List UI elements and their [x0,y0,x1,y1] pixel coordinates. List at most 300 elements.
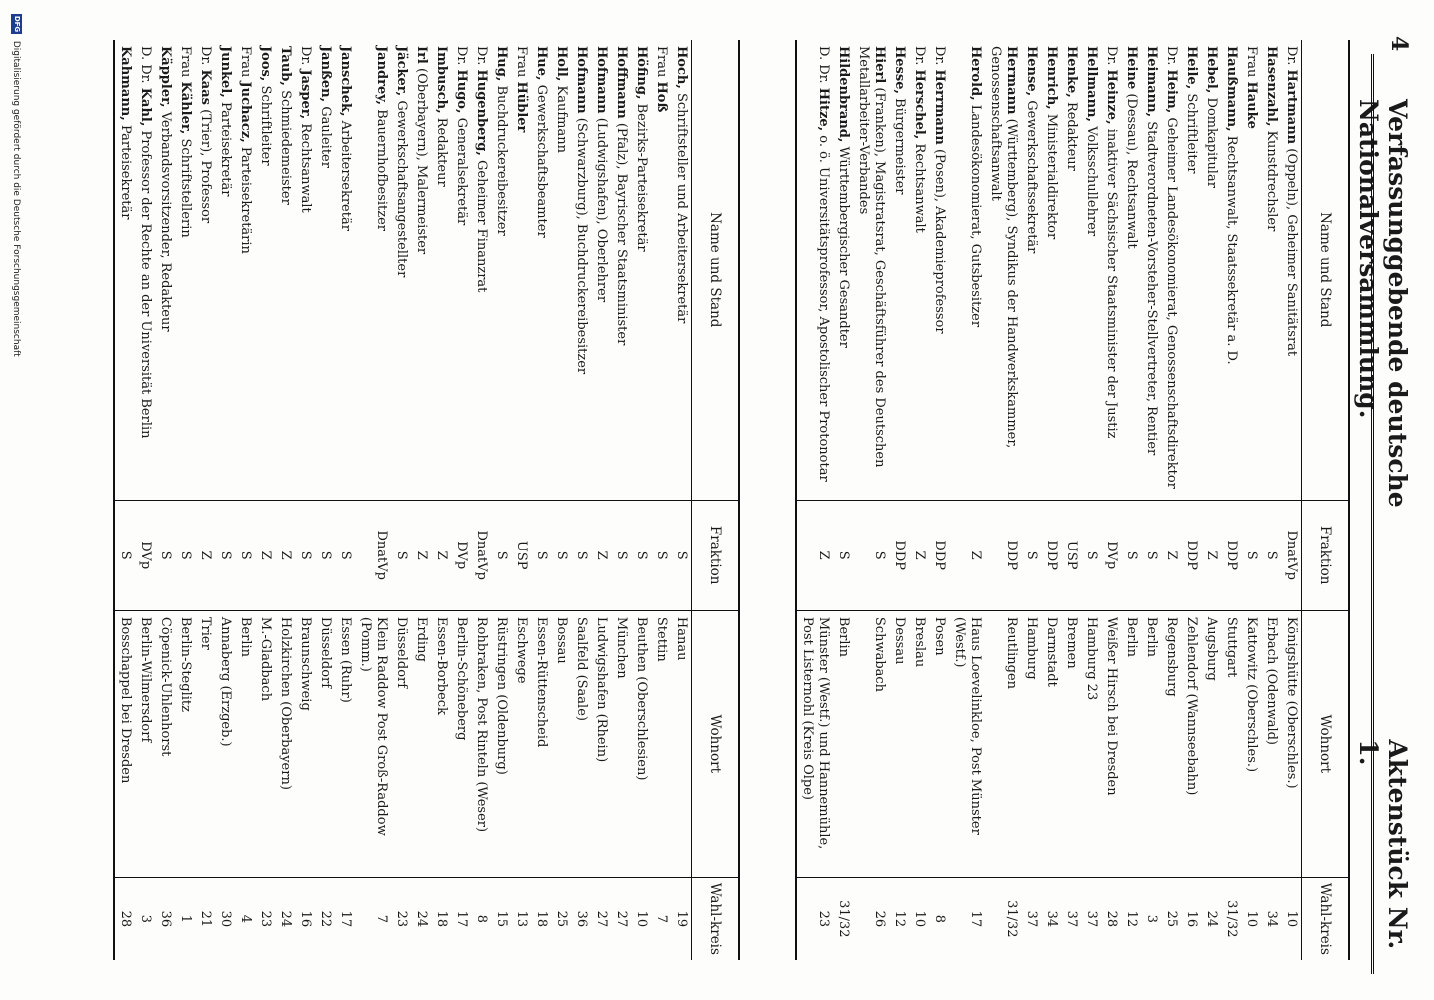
member-cell [471,40,491,500]
residence-cell: Bossau [551,610,571,877]
member-occupation: Redakteur [434,117,449,187]
district-cell: 1 [175,877,195,960]
member-cell [391,40,411,500]
district-cell: 4 [235,877,255,960]
member-cell [411,40,431,500]
residence-cell: Dessau [889,610,909,877]
residence-cell: Berlin [833,610,853,877]
member-occupation: (Württemberg), Syndikus der Handwerkskammer, Genossenschaftsanwalt [988,46,1019,449]
faction-cell: DDP [929,500,949,610]
member-name: Jandrey, [374,46,389,106]
faction-cell: Z [195,500,215,610]
column-header-faction: Fraktion [1302,500,1350,610]
faction-cell: S [491,500,511,610]
table-row [155,40,175,960]
table-row [235,40,255,960]
member-cell [1241,40,1261,500]
district-cell: 31/32 [833,877,853,960]
digitization-note: Digitalisierung gefördert durch die Deutsche Forschungsgemeinschaft [11,40,21,357]
faction-cell: S [853,500,889,610]
faction-cell: S [651,500,671,610]
district-cell: 23 [796,877,833,960]
member-name: Junkel, [218,46,233,98]
member-name: Imbusch, [434,46,449,114]
member-prefix: Frau [1244,46,1259,78]
member-cell [155,40,175,500]
residence-cell: Düsseldorf [391,610,411,877]
member-name: Hildenbrand, [836,46,851,143]
member-occupation: Bauernhofbesitzer [374,109,389,232]
residence-cell: Berlin-Wilmersdorf [135,610,155,877]
district-cell: 18 [431,877,451,960]
member-prefix: D. Dr. [138,46,153,84]
member-cell [255,40,275,500]
district-cell: 17 [451,877,471,960]
member-cell [929,40,949,500]
member-name: Hense, [1024,46,1039,97]
faction-cell: S [215,500,235,610]
member-cell [491,40,511,500]
district-cell: 31/32 [985,877,1021,960]
district-cell: 17 [335,877,355,960]
district-cell: 3 [135,877,155,960]
member-name: Hofmann [574,46,589,114]
faction-cell: S [235,500,255,610]
member-name: Haußmann, [1224,46,1239,132]
district-cell: 37 [1021,877,1041,960]
district-cell: 31/32 [1221,877,1241,960]
member-cell [591,40,611,500]
member-occupation: Rechtsanwalt, Staatssekretär a. D. [1224,135,1239,365]
member-name: Hue, [534,46,549,81]
member-occupation: Rechtsanwalt [298,123,313,213]
member-name: Käppler, [158,46,173,108]
faction-cell: S [833,500,853,610]
member-name: Irl [414,46,429,64]
district-cell: 16 [295,877,315,960]
district-cell: 25 [1161,877,1181,960]
district-cell: 7 [355,877,391,960]
district-cell: 24 [411,877,431,960]
member-occupation: Kunstdrechsler [1264,130,1279,232]
member-occupation: Arbeitersekretär [338,120,353,231]
table-row [1141,40,1161,960]
faction-cell: Z [255,500,275,610]
member-prefix: Dr. [912,46,927,66]
residence-cell: Beuthen (Oberschlesien) [631,610,651,877]
member-cell [1021,40,1041,500]
member-occupation: Generalsekretär [454,117,469,226]
district-cell: 10 [631,877,651,960]
residence-cell: Hamburg 23 [1081,610,1101,877]
faction-cell: USP [1061,500,1081,610]
table-row [1041,40,1061,960]
member-name: Janschek, [338,46,353,117]
table-row [215,40,235,960]
residence-cell: Stuttgart [1221,610,1241,877]
member-cell [451,40,471,500]
table-row [1181,40,1201,960]
member-occupation: Kaufmann [554,85,569,153]
page-header [1354,14,1434,986]
district-cell: 37 [1081,877,1101,960]
residence-cell: Kattowitz (Oberschles.) [1241,610,1261,877]
member-prefix: Frau [654,46,669,78]
header-rule [1371,54,1374,974]
district-cell: 13 [511,877,531,960]
residence-cell: Augsburg [1201,610,1221,877]
member-occupation: Bezirks-Parteisekretär [634,103,649,252]
faction-cell: S [1141,500,1161,610]
member-name: Janßen, [318,46,333,103]
residence-cell: Regensburg [1161,610,1181,877]
member-occupation: Parteisekretär [118,124,133,220]
table-row [411,40,431,960]
residence-cell: Rüstringen (Oldenburg) [491,610,511,877]
member-prefix: Frau [238,46,253,78]
member-occupation: Buchdruckereibesitzer [494,85,509,236]
member-cell [315,40,335,500]
residence-cell: Haus Loevelinkloe, Post Münster (Westf.) [949,610,985,877]
member-name: Jäcker, [394,46,409,97]
table-row [651,40,671,960]
member-occupation: Stadtverordneten-Vorsteher-Stellvertreter, Rentier [1144,121,1159,456]
district-cell: 34 [1261,877,1281,960]
faction-cell: S [391,500,411,610]
residence-cell: Essen (Ruhr) [335,610,355,877]
district-cell: 17 [949,877,985,960]
district-cell: 24 [275,877,295,960]
member-cell [611,40,631,500]
member-name: Hoch, [674,46,689,89]
member-occupation: (Trier), Professor [198,109,213,224]
member-name: Kahl, [138,87,153,127]
member-prefix: Dr. [474,46,489,66]
table-row [335,40,355,960]
member-prefix: Dr. [454,46,469,66]
member-name: Herold, [968,46,983,101]
faction-cell: Z [275,500,295,610]
member-prefix: Dr. [932,46,947,66]
residence-cell: Hamburg [1021,610,1041,877]
faction-cell: Z [909,500,929,610]
residence-cell: Münster (Westf.) und Hannemühle, Post Listernohl (Kreis Olpe) [796,610,833,877]
member-cell [1281,40,1302,500]
table-row [1121,40,1141,960]
member-occupation: (Franken), Magistratsrat, Geschäftsführer des Deutschen Metallarbeiter-Verbandes [856,46,887,468]
member-cell [335,40,355,500]
member-cell [175,40,195,500]
member-name: Höfing, [634,46,649,100]
table-row [315,40,335,960]
member-name: Kahmann, [118,46,133,121]
table-row [295,40,315,960]
table-row [195,40,215,960]
column-header-district: Wahl-kreis [1302,877,1350,960]
district-cell: 30 [215,877,235,960]
members-table-right [80,40,740,960]
member-cell [1061,40,1081,500]
table-row [1281,40,1302,960]
member-cell [671,40,692,500]
member-name: Herschel, [912,69,927,140]
member-occupation: Domkapitular [1204,97,1219,188]
member-cell [275,40,295,500]
member-name: Hoß [654,81,669,113]
member-name: Jasper, [298,69,313,120]
district-cell: 18 [531,877,551,960]
district-cell: 22 [315,877,335,960]
member-name: Hoffmann [614,46,629,119]
table-row [551,40,571,960]
faction-cell: S [335,500,355,610]
member-cell [431,40,451,500]
member-cell [1181,40,1201,500]
table-row [451,40,471,960]
table-row [175,40,195,960]
member-cell [853,40,889,500]
member-name: Hauke [1244,81,1259,129]
member-occupation: Gewerkschaftsbeamter [534,84,549,238]
member-name: Hug, [494,46,509,82]
residence-cell: M.-Gladbach [255,610,275,877]
residence-cell: Bremen [1061,610,1081,877]
member-cell [571,40,591,500]
district-cell: 7 [651,877,671,960]
residence-cell: Hanau [671,610,692,877]
faction-cell: DVp [451,500,471,610]
table-row [1261,40,1281,960]
faction-cell: DDP [1181,500,1201,610]
table-row [833,40,853,960]
member-cell [195,40,215,500]
member-cell [295,40,315,500]
member-name: Hugenberg, [474,69,489,156]
residence-cell: Essen-Borbeck [431,610,451,877]
member-cell [1141,40,1161,500]
faction-cell: USP [511,500,531,610]
faction-cell: Z [1201,500,1221,610]
residence-cell: Berlin [1121,610,1141,877]
residence-cell: Saalfeld (Saale) [571,610,591,877]
column-header-name: Name und Stand [1302,40,1350,500]
residence-cell: Essen-Rüttenscheid [531,610,551,877]
member-occupation: (Schwarzburg), Buchdruckereibesitzer [574,117,589,375]
member-cell [1221,40,1241,500]
residence-cell: München [611,610,631,877]
faction-cell: DDP [985,500,1021,610]
residence-cell: Trier [195,610,215,877]
member-cell [631,40,651,500]
faction-cell: S [1261,500,1281,610]
faction-cell: S [1121,500,1141,610]
member-occupation: Parteisekretär [218,101,233,197]
residence-cell: Annaberg (Erzgeb.) [215,610,235,877]
member-prefix: Frau [178,46,193,78]
member-cell [889,40,909,500]
member-cell [651,40,671,500]
table-row [391,40,411,960]
member-occupation: (Oppeln), Geheimer Sanitätsrat [1284,148,1299,357]
member-occupation: (Pfalz), Bayrischer Staatsminister [614,122,629,346]
members-table-body [796,40,1302,960]
faction-cell: S [611,500,631,610]
member-prefix: Dr. [1284,46,1299,66]
district-cell: 27 [611,877,631,960]
table-row [853,40,889,960]
member-name: Hartmann [1284,69,1299,145]
member-occupation: Parteisekretärin [238,146,253,254]
faction-cell: S [1021,500,1041,610]
district-cell: 26 [853,877,889,960]
member-occupation: Württembergischer Gesandter [836,146,851,348]
dfg-logo-icon: DFG [13,15,21,33]
residence-cell: Ludwigshafen (Rhein) [591,610,611,877]
member-occupation: Schriftstellerin [178,138,193,238]
member-occupation: Volksschullehrer [1084,126,1099,237]
table-row [949,40,985,960]
member-name: Henrich, [1044,46,1059,110]
residence-cell: Berlin-Schöneberg [451,610,471,877]
faction-cell: DVp [135,500,155,610]
member-cell [511,40,531,500]
table-row [1241,40,1261,960]
member-occupation: (Dessau), Rechtsanwalt [1124,93,1139,249]
district-cell: 36 [571,877,591,960]
faction-cell: DnatVp [355,500,391,610]
district-cell: 37 [1061,877,1081,960]
residence-cell: Darmstadt [1041,610,1061,877]
digitization-footer [8,14,22,984]
member-cell [135,40,155,500]
faction-cell: Z [591,500,611,610]
table-row [1021,40,1041,960]
member-occupation: Schmiedemeister [278,90,293,205]
member-occupation: Professor der Rechte an der Universität Berlin [138,130,153,439]
district-cell: 10 [1241,877,1261,960]
district-cell: 25 [551,877,571,960]
member-cell [796,40,833,500]
faction-cell: S [631,500,651,610]
member-name: Hübler [514,81,529,133]
member-occupation: (Posen), Akademieprofessor [932,148,947,334]
residence-cell: Berlin-Steglitz [175,610,195,877]
table-row [1101,40,1121,960]
table-row [1221,40,1241,960]
member-occupation: Bürgermeister [892,98,907,195]
table-row [511,40,531,960]
residence-cell: Düsseldorf [315,610,335,877]
residence-cell: Cöpenick-Uhlenhorst [155,610,175,877]
member-cell [1121,40,1141,500]
member-cell [1101,40,1121,500]
table-row [1161,40,1181,960]
member-name: Joos, [258,46,273,82]
member-name: Juchacz, [238,81,253,143]
faction-cell: S [315,500,335,610]
faction-cell: S [571,500,591,610]
table-row [531,40,551,960]
member-occupation: Verbandsvorsitzender, Redakteur [158,111,173,332]
column-header-district: Wahl-kreis [692,877,740,960]
faction-cell: S [551,500,571,610]
residence-cell: Braunschweig [295,610,315,877]
member-name: Hellmann, [1084,46,1099,123]
member-occupation: Redakteur [1064,101,1079,171]
district-cell: 12 [1121,877,1141,960]
column-header-name: Name und Stand [692,40,740,500]
member-name: Hofmann [594,46,609,114]
member-occupation: Landesökonomierat, Gutsbesitzer [968,104,983,328]
member-cell [833,40,853,500]
residence-cell: Eschwege [511,610,531,877]
table-row [135,40,155,960]
district-cell: 36 [155,877,175,960]
residence-cell: Stettin [651,610,671,877]
member-name: Heim, [1164,69,1179,114]
member-name: Hermann [1004,46,1019,115]
page-number: 4 [1386,36,1412,52]
member-occupation: Gauleiter [318,106,333,168]
table-row [1061,40,1081,960]
member-cell [114,40,135,500]
district-cell: 24 [1201,877,1221,960]
faction-cell: DVp [1101,500,1121,610]
district-cell: 28 [114,877,135,960]
member-cell [551,40,571,500]
faction-cell: S [175,500,195,610]
column-header-faction: Fraktion [692,500,740,610]
residence-cell: Zehlendorf (Wannseebahn) [1181,610,1201,877]
district-cell: 8 [929,877,949,960]
residence-cell: Erbach (Odenwald) [1261,610,1281,877]
table-row [1081,40,1101,960]
member-name: Hasenzahl, [1264,46,1279,127]
member-name: Herrmann [932,69,947,145]
table-row [985,40,1021,960]
faction-cell: Z [796,500,833,610]
member-occupation: Geheimer Finanzrat [474,160,489,293]
member-occupation: Geheimer Landesökonomierat, Genossenschaftsdirektor [1164,117,1179,489]
member-cell [215,40,235,500]
table-row [255,40,275,960]
faction-cell: Z [1161,500,1181,610]
member-cell [531,40,551,500]
member-occupation: o. ö. Universitätsprofessor, Apostolischer Protonotar [816,135,831,482]
district-cell: 8 [471,877,491,960]
district-cell: 3 [1141,877,1161,960]
table-row [571,40,591,960]
faction-cell: DDP [889,500,909,610]
member-occupation: Schriftleiter [258,85,273,166]
member-occupation: Gewerkschaftssekretär [1024,100,1039,254]
member-prefix: Dr. [198,46,213,66]
member-occupation: inaktiver Sächsischer Staatsminister der Justiz [1104,128,1119,439]
member-occupation: Gewerkschaftsangestellter [394,100,409,278]
faction-cell: S [1241,500,1261,610]
member-occupation: (Oberbayern), Malermeister [414,68,429,255]
residence-cell: Klein Raddow Post Groß-Raddow (Pomm.) [355,610,391,877]
district-cell: 15 [491,877,511,960]
table-row [909,40,929,960]
district-cell: 28 [1101,877,1121,960]
table-row [796,40,833,960]
faction-cell: S [155,500,175,610]
member-name: Heinze, [1104,69,1119,125]
residence-cell: Schwabach [853,610,889,877]
table-row [611,40,631,960]
district-cell: 10 [909,877,929,960]
